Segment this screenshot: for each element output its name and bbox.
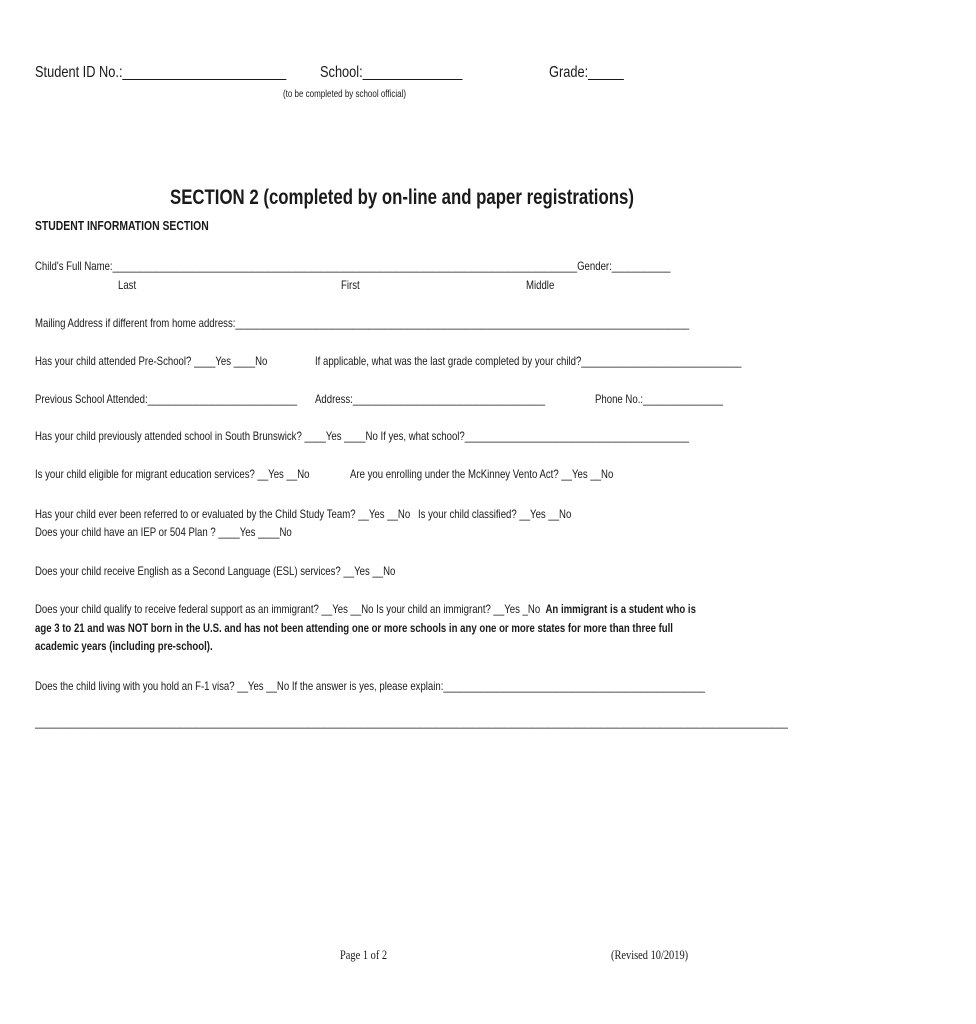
migrant-question: Is your child eligible for migrant education services? __Yes __No	[35, 467, 310, 481]
first-name-label: First	[341, 278, 360, 292]
subsection-title: STUDENT INFORMATION SECTION	[35, 218, 209, 233]
middle-name-label: Middle	[526, 278, 555, 292]
phone-field: Phone No.:_______________	[595, 392, 724, 406]
south-brunswick-question: Has your child previously attended school in South Brunswick? ____Yes ____No If yes, what school?__________________________________________	[35, 429, 690, 443]
immigrant-question: Does your child qualify to receive federal support as an immigrant? __Yes __No Is your child an immigrant? __Yes _No	[35, 602, 541, 616]
mckinney-question: Are you enrolling under the McKinney Vento Act? __Yes __No	[350, 467, 614, 481]
grade-field: Grade:_____	[549, 64, 624, 81]
explain-line: _____________________________________________________________________________________________________________________________________________	[35, 715, 788, 729]
last-grade-question: If applicable, what was the last grade completed by your child?______________________________	[315, 354, 742, 368]
mailing-address-field: Mailing Address if different from home address:_____________________________________________________________________________________	[35, 316, 690, 330]
student-id-field: Student ID No.:_______________________	[35, 64, 287, 81]
f1-visa-question: Does the child living with you hold an F-1 visa? __Yes __No If the answer is yes, please explain:_________________________________________________	[35, 679, 706, 693]
cst-question: Has your child ever been referred to or evaluated by the Child Study Team? __Yes __No	[35, 507, 411, 521]
official-note: (to be completed by school official)	[283, 89, 407, 100]
last-name-label: Last	[118, 278, 137, 292]
section-title: SECTION 2 (completed by on-line and paper registrations)	[170, 186, 634, 209]
child-full-name-field: Child's Full Name:_______________________________________________________________________________________Gender:___________	[35, 259, 671, 273]
previous-school-field: Previous School Attended:____________________________	[35, 392, 298, 406]
preschool-question: Has your child attended Pre-School? ____Yes ____No	[35, 354, 268, 368]
previous-school-address-field: Address:____________________________________	[315, 392, 546, 406]
immigrant-block	[35, 600, 711, 656]
esl-question: Does your child receive English as a Second Language (ESL) services? __Yes __No	[35, 564, 396, 578]
classified-question: Is your child classified? __Yes __No	[418, 507, 572, 521]
iep-question: Does your child have an IEP or 504 Plan ? ____Yes ____No	[35, 525, 292, 539]
immigrant-definition: An immigrant is a student who is age 3 to 21 and was NOT born in the U.S. and has not been attending one or more schools in any one or more states for more than three full academic years (including pre-school).	[35, 602, 696, 653]
page-number: Page 1 of 2	[340, 947, 388, 962]
revised-date: (Revised 10/2019)	[611, 947, 689, 962]
school-field: School:______________	[320, 64, 463, 81]
